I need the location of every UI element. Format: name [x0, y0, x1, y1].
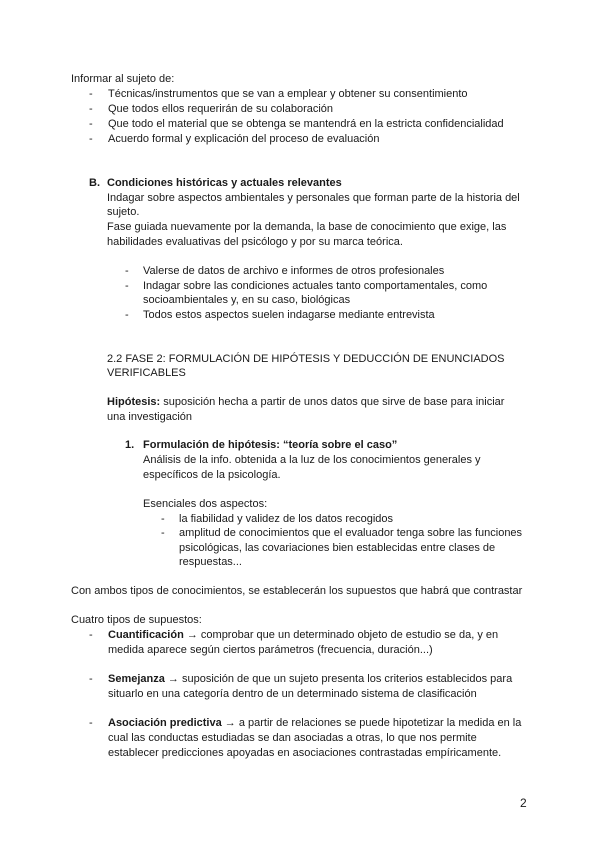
hypothesis-definition: [107, 395, 504, 410]
essentials-heading: Esenciales dos aspectos:: [143, 498, 268, 510]
dash-bullet: -: [89, 629, 93, 641]
dash-bullet: -: [125, 280, 129, 292]
section-b-text: Indagar sobre aspectos ambientales y personales que forman parte de la historia del: [107, 192, 520, 204]
essentials-item-cont: respuestas...: [179, 556, 242, 568]
essentials-item: la fiabilidad y validez de los datos recogidos: [179, 513, 394, 525]
assumption-term: Semejanza: [108, 673, 165, 685]
section-b-title: Condiciones históricas y actuales relevantes: [107, 177, 342, 189]
assumption-text-cont: situarlo en una categoría dentro de un determinado sistema de clasificación: [108, 688, 477, 700]
dash-bullet: -: [89, 103, 93, 115]
intro-item: Técnicas/instrumentos que se van a emplear y obtener su consentimiento: [108, 88, 468, 100]
section-b-item: Valerse de datos de archivo e informes de otros profesionales: [143, 265, 445, 277]
section-b-text: Fase guiada nuevamente por la demanda, la base de conocimiento que exige, las: [107, 221, 507, 233]
intro-item: Que todos ellos requerirán de su colaboración: [108, 103, 334, 115]
hypothesis-term: Hipótesis:: [107, 396, 161, 408]
section-b-marker: B.: [89, 177, 100, 189]
dash-bullet: -: [161, 513, 165, 525]
intro-item: Que todo el material que se obtenga se mantendrá en la estricta confidencialidad: [108, 118, 504, 130]
assumption-quantification: [108, 628, 498, 643]
assumption-text: → comprobar que un determinado objeto de estudio se da, y en: [183, 629, 499, 641]
assumption-text-cont: establecer predicciones apoyadas en asociaciones contrastadas empíricamente.: [108, 747, 502, 759]
dash-bullet: -: [125, 309, 129, 321]
essentials-item-cont: psicológicas, las covariaciones bien establecidas entre clases de: [179, 542, 496, 554]
section-b-item-cont: socioambientales y, en su caso, biológicas: [143, 294, 351, 306]
assumption-term: Asociación predictiva: [108, 717, 222, 729]
assumption-similarity: [108, 672, 512, 687]
assumption-term: Cuantificación: [108, 629, 184, 641]
item1-text: Análisis de la info. obtenida a la luz de los conocimientos generales y: [143, 454, 481, 466]
both-types-text: Con ambos tipos de conocimientos, se establecerán los supuestos que habrá que contrastar: [71, 585, 523, 597]
dash-bullet: -: [89, 118, 93, 130]
phase2-title-cont: VERIFICABLES: [107, 367, 186, 379]
phase2-title: 2.2 FASE 2: FORMULACIÓN DE HIPÓTESIS Y DEDUCCIÓN DE ENUNCIADOS: [107, 353, 505, 365]
dash-bullet: -: [161, 527, 165, 539]
dash-bullet: -: [89, 673, 93, 685]
assumptions-heading: Cuatro tipos de supuestos:: [71, 614, 202, 626]
dash-bullet: -: [125, 265, 129, 277]
page-number: 2: [520, 796, 527, 810]
dash-bullet: -: [89, 88, 93, 100]
intro-item: Acuerdo formal y explicación del proceso de evaluación: [108, 133, 380, 145]
item1-title: Formulación de hipótesis: “teoría sobre el caso”: [143, 439, 398, 451]
assumption-text-cont: cual las conductas estudiadas se dan asociadas a otras, lo que nos permite: [108, 732, 477, 744]
intro-heading: Informar al sujeto de:: [71, 73, 175, 85]
assumption-text: → suposición de que un sujeto presenta los criterios establecidos para: [164, 673, 513, 685]
section-b-item: Indagar sobre las condiciones actuales tanto comportamentales, como: [143, 280, 488, 292]
section-b-text: habilidades evaluativas del psicólogo y por su marca teórica.: [107, 236, 403, 248]
hypothesis-text: suposición hecha a partir de unos datos que sirve de base para iniciar: [160, 396, 505, 408]
dash-bullet: -: [89, 133, 93, 145]
hypothesis-text-cont: una investigación: [107, 411, 193, 423]
section-b-text: sujeto.: [107, 206, 140, 218]
dash-bullet: -: [89, 717, 93, 729]
assumption-text-cont: medida aparece según ciertos parámetros (frecuencia, duración...): [108, 644, 433, 656]
essentials-item: amplitud de conocimientos que el evaluador tenga sobre las funciones: [179, 527, 523, 539]
section-b-item: Todos estos aspectos suelen indagarse mediante entrevista: [143, 309, 435, 321]
assumption-predictive-association: [108, 716, 521, 731]
item1-number: 1.: [125, 439, 135, 451]
item1-text: específicos de la psicología.: [143, 469, 281, 481]
assumption-text: → a partir de relaciones se puede hipotetizar la medida en la: [221, 717, 522, 729]
